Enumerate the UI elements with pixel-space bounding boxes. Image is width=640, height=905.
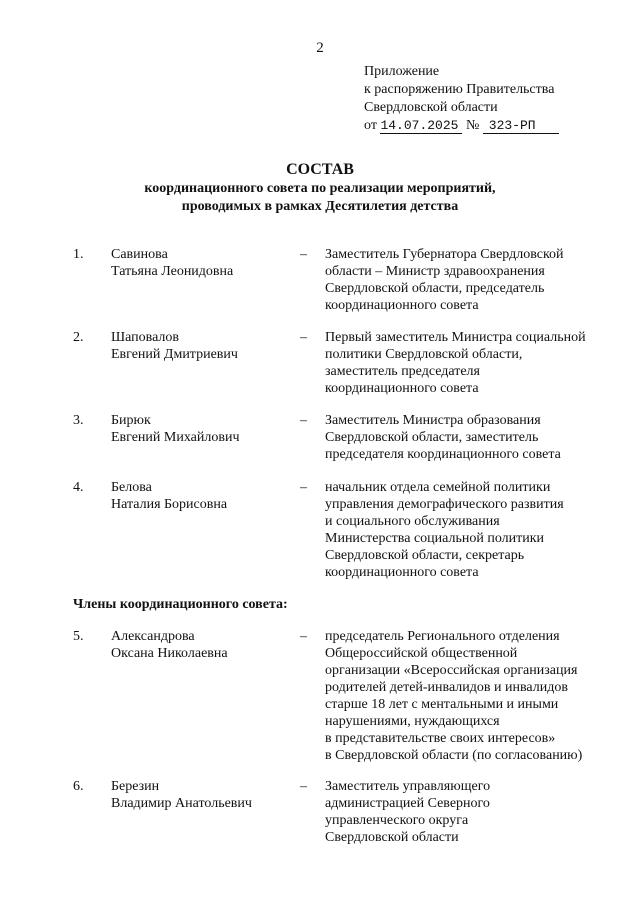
role-line: нарушениями, нуждающихся [325, 714, 500, 729]
dash: – [300, 779, 307, 794]
member-surname: Александрова [111, 629, 195, 644]
role-line: управленческого округа [325, 813, 469, 828]
member-role [325, 246, 605, 314]
member-surname: Белова [111, 480, 152, 495]
role-line: Свердловской области, заместитель [325, 430, 539, 445]
dash: – [300, 330, 307, 345]
member-name [111, 412, 240, 446]
member-number: 1. [73, 247, 84, 262]
role-line: Министерства социальной политики [325, 531, 545, 546]
appendix-block [364, 63, 559, 135]
role-line: заместитель председателя [325, 364, 480, 379]
member-number: 3. [73, 413, 84, 428]
member-role [325, 778, 605, 846]
role-line: Свердловской области, секретарь [325, 548, 525, 563]
dash: – [300, 480, 307, 495]
member-role [325, 329, 605, 397]
title-line-2: координационного совета по реализации мероприятий, [144, 181, 496, 196]
role-line: Заместитель Губернатора Свердловской [325, 247, 564, 262]
role-line: председатель Регионального отделения [325, 629, 560, 644]
appendix-date-line [364, 117, 559, 135]
role-line: в Свердловской области (по согласованию) [325, 748, 583, 763]
role-line: родителей детей-инвалидов и инвалидов [325, 680, 568, 695]
role-line: политики Свердловской области, [325, 347, 523, 362]
role-line: Заместитель Министра образования [325, 413, 541, 428]
role-line: в представительстве своих интересов» [325, 731, 556, 746]
decree-date: 14.07.2025 [380, 118, 462, 134]
member-name [111, 628, 228, 662]
member-number: 6. [73, 779, 84, 794]
page-number: 2 [316, 40, 324, 56]
role-line: координационного совета [325, 565, 479, 580]
member-role [325, 479, 605, 581]
appendix-line-3: Свердловской области [364, 100, 498, 115]
member-given-name: Татьяна Леонидовна [111, 264, 234, 279]
dash: – [300, 629, 307, 644]
decree-number: 323-РП [483, 118, 559, 134]
member-given-name: Владимир Анатольевич [111, 796, 252, 811]
role-line: председателя координационного совета [325, 447, 561, 462]
from-label: от [364, 118, 377, 133]
section-heading: Члены координационного совета: [73, 597, 288, 612]
role-line: старше 18 лет с ментальными и иными [325, 697, 559, 712]
member-number: 2. [73, 330, 84, 345]
role-line: области – Министр здравоохранения [325, 264, 545, 279]
document-title [0, 160, 640, 216]
member-given-name: Евгений Михайлович [111, 430, 240, 445]
role-line: организации «Всероссийская организация [325, 663, 578, 678]
member-given-name: Евгений Дмитриевич [111, 347, 238, 362]
role-line: администрацией Северного [325, 796, 490, 811]
role-line: Заместитель управляющего [325, 779, 491, 794]
dash: – [300, 413, 307, 428]
role-line: Свердловской области, председатель [325, 281, 545, 296]
member-number: 5. [73, 629, 84, 644]
member-name [111, 778, 252, 812]
role-line: Общероссийской общественной [325, 646, 518, 661]
role-line: управления демографического развития [325, 497, 564, 512]
member-surname: Березин [111, 779, 160, 794]
member-role [325, 412, 605, 463]
member-surname: Шаповалов [111, 330, 180, 345]
role-line: координационного совета [325, 381, 479, 396]
title-main: СОСТАВ [286, 161, 354, 178]
member-name [111, 479, 227, 513]
role-line: начальник отдела семейной политики [325, 480, 551, 495]
member-role [325, 628, 605, 764]
member-name [111, 329, 238, 363]
member-given-name: Оксана Николаевна [111, 646, 228, 661]
member-surname: Бирюк [111, 413, 151, 428]
role-line: Первый заместитель Министра социальной [325, 330, 586, 345]
member-name [111, 246, 233, 280]
number-label: № [465, 118, 480, 133]
role-line: координационного совета [325, 298, 479, 313]
role-line: и социального обслуживания [325, 514, 500, 529]
member-given-name: Наталия Борисовна [111, 497, 228, 512]
role-line: Свердловской области [325, 830, 459, 845]
member-number: 4. [73, 480, 84, 495]
title-line-3: проводимых в рамках Десятилетия детства [181, 199, 459, 214]
member-surname: Савинова [111, 247, 168, 262]
dash: – [300, 247, 307, 262]
appendix-line-2: к распоряжению Правительства [364, 82, 555, 97]
appendix-line-1: Приложение [364, 64, 440, 79]
